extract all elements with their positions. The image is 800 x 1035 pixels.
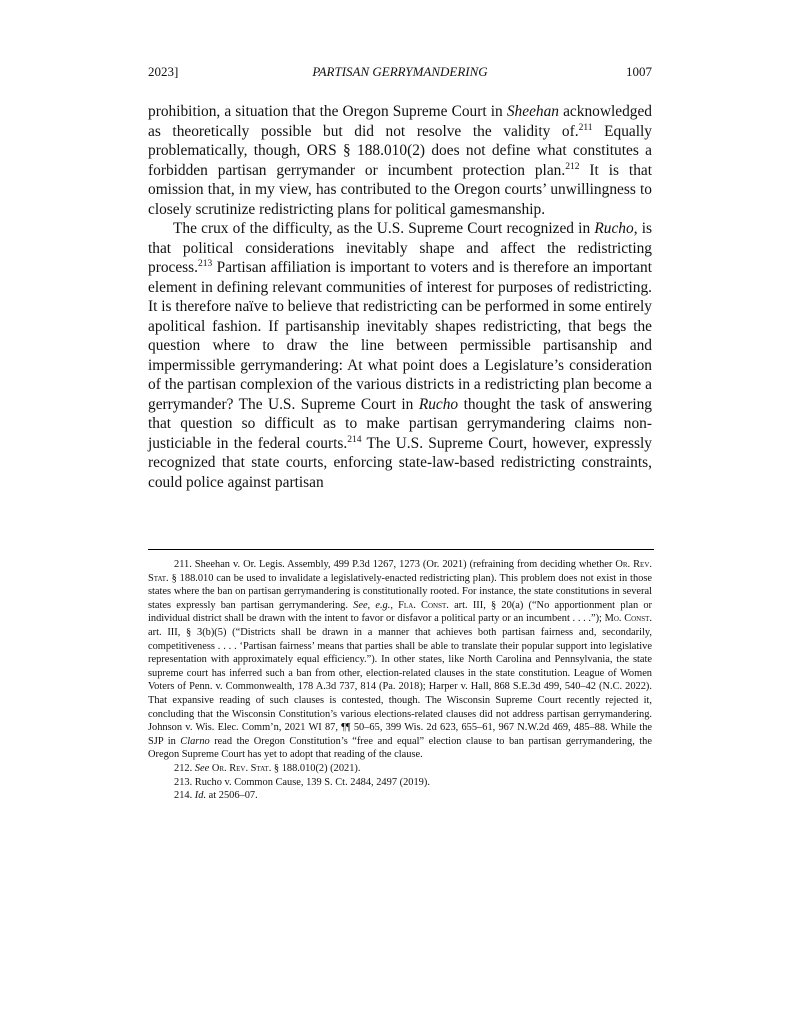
- running-header: [148, 63, 652, 81]
- case-name-clarno: Clarno: [180, 735, 210, 747]
- footnotes: [148, 558, 652, 803]
- signal-italic: See: [194, 762, 210, 774]
- header-year: 2023]: [148, 64, 179, 79]
- text-run: Partisan affiliation is important to voters and is therefore an important element in defining relevant communities of interest for purposes of redistricting. It is therefore naïve to believe that redistricting can be performed in some entirely apolitical fashion. If partisanship inevitably shapes redistricting, that begs the question where to draw the line between permissible partisanship and impermissible gerrymandering: At what point does a Legislature’s consideration of the partisan complexion of the various districts in a redistricting plan become a gerrymander? The U.S. Supreme Court in: [148, 259, 652, 413]
- text-run: Rucho v. Common Cause, 139 S. Ct. 2484, 2497 (2019).: [192, 776, 430, 788]
- text-run: acknowledged as theoretically possible but did not resolve the validity of.: [148, 103, 652, 140]
- text-run: § 188.010(2) (2021).: [271, 762, 361, 774]
- text-run: The U.S. Supreme Court, however, expressly recognized that state courts, enforcing state-law-based redistricting constraints, could police against partisan: [148, 434, 653, 491]
- text-run: It is that omission that, in my view, has contributed to the Oregon courts’ unwillingness to closely scrutinize redistricting plans for political gamesmanship.: [148, 161, 652, 218]
- case-name-rucho: Rucho: [594, 220, 634, 237]
- citation-small-caps: Fla. Const.: [398, 599, 449, 611]
- page-number: 1007: [626, 64, 652, 79]
- text-run: thought the task of answering that question so difficult as to make partisan gerrymandering claims non-justiciable in the federal courts.: [148, 395, 653, 452]
- text-run: Sheehan v. Or. Legis. Assembly, 499 P.3d 1267, 1273 (Or. 2021) (refraining from deciding whether: [191, 559, 616, 570]
- body-paragraph-1: [148, 102, 652, 219]
- footnote-ref-211[interactable]: 211: [578, 121, 593, 133]
- footnote-ref-212[interactable]: 212: [565, 160, 580, 172]
- text-run: art. III, § 3(b)(5) (“Districts shall be drawn in a manner that achieves both partisan fairness and, secondarily, competitiveness . . . . ‘Partisan fairness’ means that parties shall be able to translate their popular support into legislative representation with approximately equal efficiency.”). In other states, like North Carolina and Pennsylvania, the state supreme court has inferred such a ban from other, election-related clauses in the state constitution. League of Women Voters of Penn. v. Commonwealth, 178 A.3d 737, 814 (Pa. 2018); Harper v. Hall, 868 S.E.3d 499, 540–42 (N.C. 2022). That expansive reading of such clauses is contested, though. The Wisconsin Supreme Court recently rejected it, concluding that the Wisconsin Constitution’s various elections-related clauses did not address partisan gerrymandering. Johnson v. Wis. Elec. Comm’n, 2021 WI 87, ¶¶ 50–65, 399 Wis. 2d 623, 655–61, 967 N.W.2d 469, 485–88. While the SJP in: [148, 626, 652, 747]
- text-run: The crux of the difficulty, as the U.S. Supreme Court recognized in: [173, 220, 595, 237]
- footnote-number: 214.: [174, 790, 193, 802]
- citation-small-caps: Or. Rev. Stat.: [148, 559, 652, 584]
- text-run: , is that political considerations inevitably shape and affect the redistricting process.: [148, 220, 652, 276]
- text-run: at 2506–07.: [206, 790, 258, 802]
- text-run: Equally problematically, though, ORS § 188.010(2) does not define what constitutes a forbidden partisan gerrymander or incumbent protection plan.: [148, 122, 653, 179]
- main-body-text: [148, 102, 652, 492]
- case-name-sheehan: Sheehan: [506, 103, 559, 120]
- citation-small-caps: Mo. Const.: [604, 613, 653, 625]
- footnote-number: 211.: [174, 559, 192, 570]
- text-run: § 188.010 can be used to invalidate a legislatively-enacted redistricting plan). This problem does not exist in those states where the ban on partisan gerrymandering is constitutionally rooted. For instance, the state constitutions in several states expressly ban partisan gerrymandering.: [148, 572, 652, 611]
- signal-italic: See, e.g.: [353, 599, 391, 611]
- footnote-211: [148, 558, 652, 762]
- footnote-214: [148, 789, 652, 803]
- footnote-ref-213[interactable]: 213: [198, 258, 213, 270]
- text-run: art. III, § 20(a) (“No apportionment plan or individual district shall be drawn with the intent to favor or disfavor a political party or an incumbent . . . .”);: [148, 599, 652, 625]
- footnote-number: 212.: [174, 762, 193, 774]
- text-run: ,: [390, 599, 399, 611]
- footnote-213: [148, 776, 652, 790]
- running-title: PARTISAN GERRYMANDERING: [312, 64, 488, 79]
- footnote-divider: [148, 549, 654, 550]
- footnote-ref-214[interactable]: 214: [347, 433, 362, 445]
- footnote-number: 213.: [174, 776, 193, 788]
- body-paragraph-2: [148, 219, 652, 492]
- signal-italic: Id.: [194, 790, 207, 802]
- case-name-rucho: Rucho: [418, 395, 459, 413]
- text-run: read the Oregon Constitution’s “free and equal” election clause to ban partisan gerrymandering, the Oregon Supreme Court has yet to adopt that reading of the clause.: [148, 735, 652, 761]
- text-run: prohibition, a situation that the Oregon Supreme Court in: [148, 103, 507, 120]
- footnote-212: [148, 762, 652, 776]
- citation-small-caps: Or. Rev. Stat.: [211, 762, 272, 774]
